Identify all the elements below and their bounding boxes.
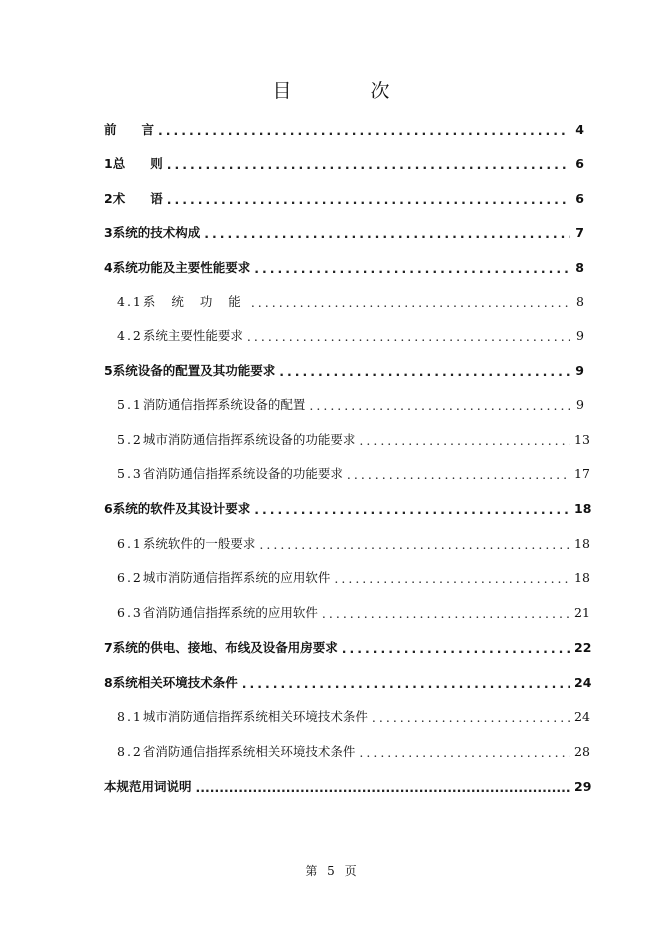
toc-entry-page: 4 [575, 121, 584, 137]
toc-entry-number: 2 [104, 190, 113, 206]
toc-entry-page: 13 [574, 431, 590, 447]
page-title: 目 次 [272, 80, 420, 102]
toc-entry-number: 6.3 [117, 604, 143, 620]
toc-entry-page: 18 [574, 535, 590, 551]
toc-leader-dots [204, 226, 570, 241]
toc-entry-number: 1 [104, 155, 113, 171]
toc-leader-dots [242, 676, 570, 691]
toc-entry-number: 5 [104, 362, 113, 378]
toc-leader-dots [322, 606, 570, 621]
toc-entry-7[interactable] [104, 637, 592, 657]
toc-entry-6-2[interactable] [117, 567, 590, 587]
toc-entry-page: 7 [575, 224, 584, 240]
footer-prefix: 第 [305, 864, 318, 878]
toc-leader-dots [254, 502, 570, 517]
toc-entry-number: 4 [104, 259, 113, 275]
toc-entry-6-3[interactable] [117, 602, 590, 622]
toc-entry-number: 8 [104, 674, 113, 690]
toc-entry-label: 系统的技术构成 [112, 225, 201, 240]
toc-entry-page: 28 [574, 743, 590, 759]
toc-entry-8[interactable] [104, 672, 592, 692]
toc-entry-label: 本规范用词说明 [104, 779, 192, 794]
toc-entry-5-1[interactable] [117, 394, 584, 414]
toc-entry-4[interactable] [104, 257, 584, 277]
toc-entry-label: 系统的软件及其设计要求 [112, 501, 251, 516]
toc-entry-page: 9 [576, 327, 584, 343]
toc-leader-dots [158, 123, 570, 138]
toc-entry-number: 8.1 [117, 708, 143, 724]
toc-leader-dots [342, 641, 570, 656]
footer-suffix: 页 [344, 864, 357, 878]
toc-entry-wording-notes[interactable] [104, 776, 592, 796]
toc-leader-dots [251, 295, 570, 310]
toc-entry-preface[interactable] [104, 119, 584, 139]
toc-entry-label: 系统软件的一般要求 [142, 536, 256, 551]
toc-entry-page: 18 [574, 500, 592, 516]
toc-entry-label: 城市消防通信指挥系统的应用软件 [142, 570, 331, 585]
toc-entry-number: 4.1 [117, 293, 143, 309]
page-footer [0, 862, 662, 879]
toc-entry-number: 5.3 [117, 465, 143, 481]
toc-entry-label: 前 言 [104, 122, 155, 137]
toc-entry-4-2[interactable] [117, 325, 584, 345]
toc-leader-dots [334, 571, 570, 586]
toc-entry-number: 7 [104, 639, 113, 655]
toc-entry-8-2[interactable] [117, 741, 590, 761]
toc-entry-label: 系统相关环境技术条件 [112, 675, 238, 690]
toc-entry-5-2[interactable] [117, 429, 590, 449]
toc-leader-dots [359, 745, 570, 760]
toc-entry-8-1[interactable] [117, 706, 590, 726]
toc-entry-label: 城市消防通信指挥系统相关环境技术条件 [142, 709, 368, 724]
toc-entry-number: 5.2 [117, 431, 143, 447]
toc-leader-dots [372, 710, 570, 725]
toc-entry-label: 系统主要性能要求 [142, 328, 243, 343]
toc-entry-page: 9 [575, 362, 584, 378]
toc-entry-label: 系 统 功 能 [142, 294, 247, 309]
toc-entry-label: 系统的供电、接地、布线及设备用房要求 [112, 640, 338, 655]
toc-leader-dots [309, 398, 570, 413]
toc-leader-dots [347, 467, 570, 482]
toc-leader-dots [196, 780, 570, 795]
toc-entry-page: 29 [574, 778, 592, 794]
toc-entry-page: 24 [574, 708, 590, 724]
toc-entry-page: 24 [574, 674, 592, 690]
toc-entry-label: 总 则 [112, 156, 163, 171]
toc-leader-dots [167, 157, 570, 172]
toc-entry-page: 9 [576, 396, 584, 412]
toc-leader-dots [279, 364, 570, 379]
toc-entry-2[interactable] [104, 188, 584, 208]
toc-entry-label: 城市消防通信指挥系统设备的功能要求 [142, 432, 356, 447]
toc-entry-number: 4.2 [117, 327, 143, 343]
toc-entry-6[interactable] [104, 498, 592, 518]
toc-entry-label: 消防通信指挥系统设备的配置 [142, 397, 306, 412]
toc-entry-number: 5.1 [117, 396, 143, 412]
toc-leader-dots [247, 329, 570, 344]
toc-entry-number: 6 [104, 500, 113, 516]
toc-entry-number: 3 [104, 224, 113, 240]
toc-leader-dots [254, 261, 570, 276]
toc-entry-page: 22 [574, 639, 592, 655]
toc-entry-number: 8.2 [117, 743, 143, 759]
toc-entry-1[interactable] [104, 153, 584, 173]
toc-entry-4-1[interactable] [117, 291, 584, 311]
toc-entry-label: 术 语 [112, 191, 163, 206]
toc-entry-page: 6 [575, 190, 584, 206]
toc-entry-page: 6 [575, 155, 584, 171]
toc-entry-label: 省消防通信指挥系统设备的功能要求 [142, 466, 343, 481]
toc-entry-page: 18 [574, 569, 590, 585]
toc-entry-5-3[interactable] [117, 463, 590, 483]
toc-leader-dots [167, 192, 570, 207]
toc-leader-dots [259, 537, 570, 552]
toc-entry-page: 21 [574, 604, 590, 620]
toc-entry-3[interactable] [104, 222, 584, 242]
toc-leader-dots [359, 433, 570, 448]
toc-entry-page: 8 [575, 259, 584, 275]
toc-entry-label: 系统功能及主要性能要求 [112, 260, 251, 275]
toc-entry-label: 省消防通信指挥系统相关环境技术条件 [142, 744, 356, 759]
toc-entry-page: 17 [574, 465, 590, 481]
toc-entry-page: 8 [576, 293, 584, 309]
toc-entry-number: 6.2 [117, 569, 143, 585]
toc-entry-5[interactable] [104, 360, 584, 380]
toc-entry-label: 省消防通信指挥系统的应用软件 [142, 605, 318, 620]
footer-page-number: 5 [327, 864, 335, 878]
toc-entry-label: 系统设备的配置及其功能要求 [112, 363, 276, 378]
toc-entry-number: 6.1 [117, 535, 143, 551]
toc-entry-6-1[interactable] [117, 533, 590, 553]
